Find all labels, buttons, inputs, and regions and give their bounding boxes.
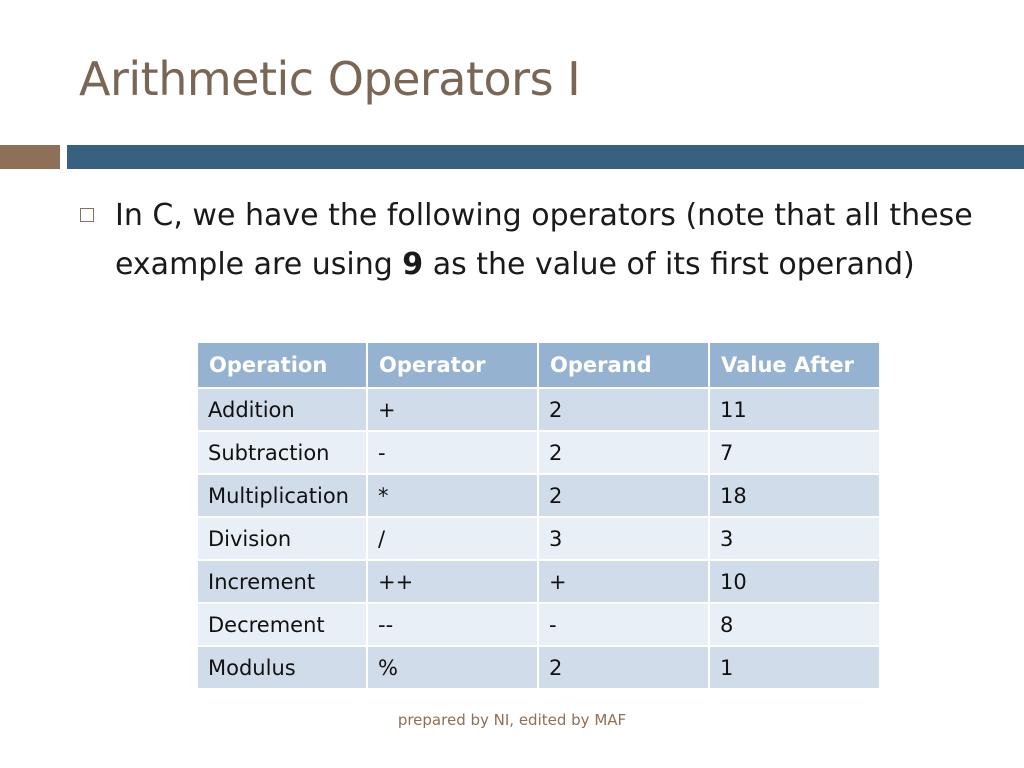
cell-value-after: 7 [709, 431, 880, 474]
cell-operand: 2 [538, 646, 709, 689]
title-accent-bar-brown [0, 145, 60, 169]
cell-operation: Subtraction [197, 431, 367, 474]
cell-operator: -- [367, 603, 538, 646]
cell-operation: Addition [197, 388, 367, 431]
bullet-text-part-1: In C, we have the following operators (note that all these example are using [115, 198, 973, 282]
table-row [197, 431, 880, 474]
table-row [197, 388, 880, 431]
cell-operator: * [367, 474, 538, 517]
title-accent-bar-blue [67, 145, 1024, 169]
cell-operation: Division [197, 517, 367, 560]
cell-operator: ++ [367, 560, 538, 603]
cell-value-after: 3 [709, 517, 880, 560]
bullet-text-part-2: as the value of its first operand) [423, 247, 915, 282]
table-row [197, 474, 880, 517]
header-operand: Operand [538, 342, 709, 388]
cell-operand: - [538, 603, 709, 646]
table-row [197, 603, 880, 646]
cell-value-after: 11 [709, 388, 880, 431]
cell-operator: + [367, 388, 538, 431]
cell-operation: Increment [197, 560, 367, 603]
operators-table [196, 341, 881, 690]
cell-value-after: 8 [709, 603, 880, 646]
bullet-text [115, 191, 985, 289]
slide-title: Arithmetic Operators I [79, 52, 581, 106]
table-row [197, 560, 880, 603]
bullet-text-bold-value: 9 [402, 247, 424, 282]
cell-operand: 3 [538, 517, 709, 560]
cell-operator: - [367, 431, 538, 474]
cell-operation: Decrement [197, 603, 367, 646]
cell-operand: 2 [538, 474, 709, 517]
header-operator: Operator [367, 342, 538, 388]
slide-footer: prepared by NI, edited by MAF [397, 711, 627, 729]
cell-operation: Modulus [197, 646, 367, 689]
table-row [197, 517, 880, 560]
cell-operator: / [367, 517, 538, 560]
cell-value-after: 10 [709, 560, 880, 603]
cell-operator: % [367, 646, 538, 689]
header-value-after: Value After [709, 342, 880, 388]
cell-value-after: 1 [709, 646, 880, 689]
cell-operand: 2 [538, 431, 709, 474]
square-bullet-icon [80, 208, 94, 222]
cell-operand: 2 [538, 388, 709, 431]
table-header-row [197, 342, 880, 388]
table-row [197, 646, 880, 689]
cell-value-after: 18 [709, 474, 880, 517]
header-operation: Operation [197, 342, 367, 388]
cell-operation: Multiplication [197, 474, 367, 517]
cell-operand: + [538, 560, 709, 603]
